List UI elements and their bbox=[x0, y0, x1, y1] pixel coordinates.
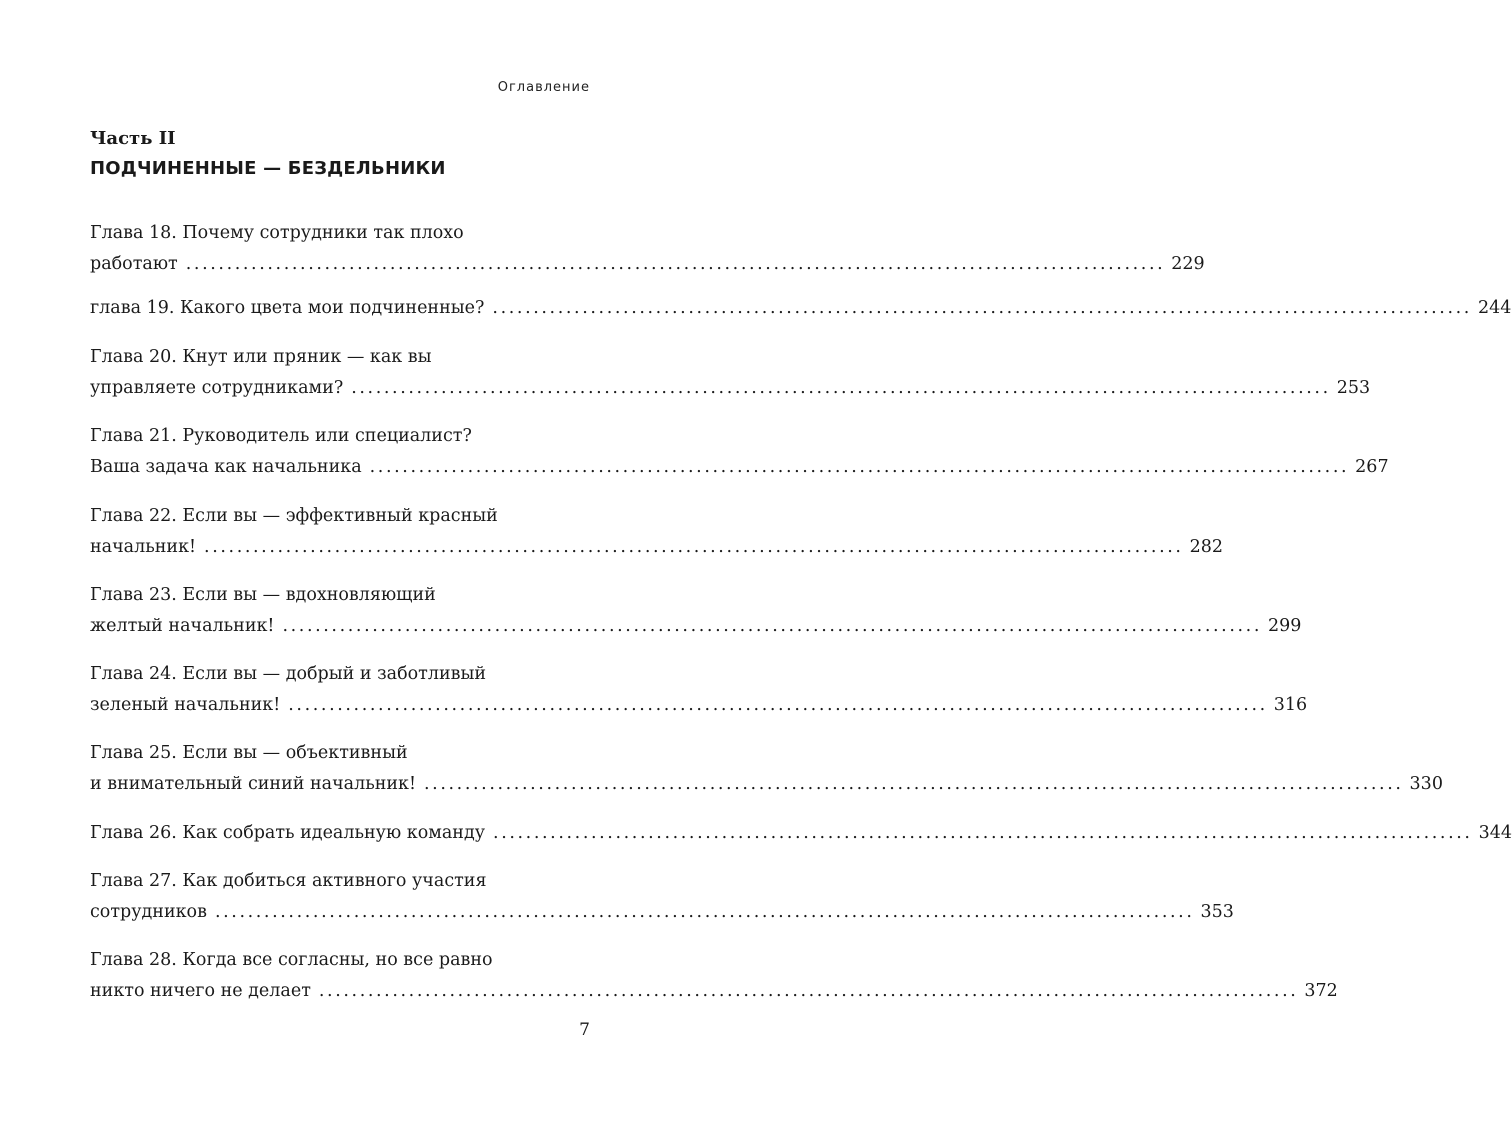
toc-entry-title: Глава 21. Руководитель или специалист? bbox=[90, 426, 472, 446]
toc-entry-27[interactable] bbox=[90, 866, 1234, 928]
toc-entry-title-cont: сотрудников bbox=[90, 902, 207, 922]
toc-entry-26[interactable] bbox=[90, 818, 1512, 849]
toc-entry-title-cont: Ваша задача как начальника bbox=[90, 457, 362, 477]
dot-leader: ........................................................................................................................ bbox=[204, 537, 1184, 557]
part-title: ПОДЧИНЕННЫЕ — БЕЗДЕЛЬНИКИ bbox=[90, 158, 446, 179]
toc-entry-title-cont: начальник! bbox=[90, 537, 197, 557]
toc-entry-23[interactable] bbox=[90, 580, 1302, 642]
toc-page-number: 267 bbox=[1355, 457, 1389, 477]
toc-page-number: 282 bbox=[1189, 537, 1223, 557]
toc-page-number: 229 bbox=[1171, 254, 1205, 274]
toc-entry-title: Глава 22. Если вы — эффективный красный bbox=[90, 506, 498, 526]
toc-page-number: 344 bbox=[1478, 823, 1512, 843]
dot-leader: ........................................................................................................................ bbox=[214, 902, 1195, 922]
dot-leader: ........................................................................................................................ bbox=[369, 457, 1350, 477]
dot-leader: ........................................................................................................................ bbox=[282, 616, 1262, 636]
toc-page-number: 353 bbox=[1200, 902, 1234, 922]
toc-entry-title: Глава 24. Если вы — добрый и заботливый bbox=[90, 664, 487, 684]
toc-entry-20[interactable] bbox=[90, 342, 1371, 404]
toc-page-number: 299 bbox=[1267, 616, 1302, 636]
toc-entry-title-cont: работают bbox=[90, 254, 178, 274]
dot-leader: ........................................................................................................................ bbox=[351, 378, 1331, 398]
toc-entry-title-cont: и внимательный синий начальник! bbox=[90, 774, 417, 794]
toc-entry-28[interactable] bbox=[90, 945, 1338, 1007]
toc-entry-title-cont: желтый начальник! bbox=[90, 616, 275, 636]
page-number: 7 bbox=[579, 1020, 590, 1040]
toc-entry-19[interactable] bbox=[90, 293, 1512, 324]
toc-entry-title: Глава 28. Когда все согласны, но все равно bbox=[90, 950, 493, 970]
toc-entry-25[interactable] bbox=[90, 738, 1443, 800]
toc-page-number: 316 bbox=[1273, 695, 1308, 715]
dot-leader: ........................................................................................................................ bbox=[424, 774, 1404, 794]
toc-entry-title: Глава 20. Кнут или пряник — как вы bbox=[90, 347, 432, 367]
dot-leader: ........................................................................................................................ bbox=[318, 981, 1299, 1001]
toc-page-number: 253 bbox=[1336, 378, 1371, 398]
toc-entry-title: Глава 27. Как добиться активного участия bbox=[90, 871, 487, 891]
toc-entry-title: Глава 25. Если вы — объективный bbox=[90, 743, 408, 763]
toc-entry-24[interactable] bbox=[90, 659, 1308, 721]
running-head: Оглавление bbox=[497, 80, 590, 95]
toc-entry-title-cont: управляете сотрудниками? bbox=[90, 378, 344, 398]
dot-leader: ........................................................................................................................ bbox=[492, 298, 1472, 318]
dot-leader: ........................................................................................................................ bbox=[185, 254, 1166, 274]
toc-entry-title: Глава 26. Как собрать идеальную команду bbox=[90, 823, 486, 843]
toc-page-number: 244 bbox=[1477, 298, 1512, 318]
toc-entry-title: Глава 18. Почему сотрудники так плохо bbox=[90, 223, 464, 243]
dot-leader: ........................................................................................................................ bbox=[493, 823, 1473, 843]
dot-leader: ........................................................................................................................ bbox=[288, 695, 1268, 715]
toc-entry-title-cont: зеленый начальник! bbox=[90, 695, 281, 715]
toc-entry-title: глава 19. Какого цвета мои подчиненные? bbox=[90, 298, 485, 318]
toc-entry-title: Глава 23. Если вы — вдохновляющий bbox=[90, 585, 436, 605]
part-label: Часть II bbox=[90, 128, 176, 149]
toc-entry-21[interactable] bbox=[90, 421, 1389, 483]
toc-entry-title-cont: никто ничего не делает bbox=[90, 981, 311, 1001]
toc-entry-18[interactable] bbox=[90, 218, 1205, 280]
toc-page-number: 372 bbox=[1304, 981, 1338, 1001]
toc-page-number: 330 bbox=[1409, 774, 1443, 794]
toc-entry-22[interactable] bbox=[90, 501, 1223, 563]
